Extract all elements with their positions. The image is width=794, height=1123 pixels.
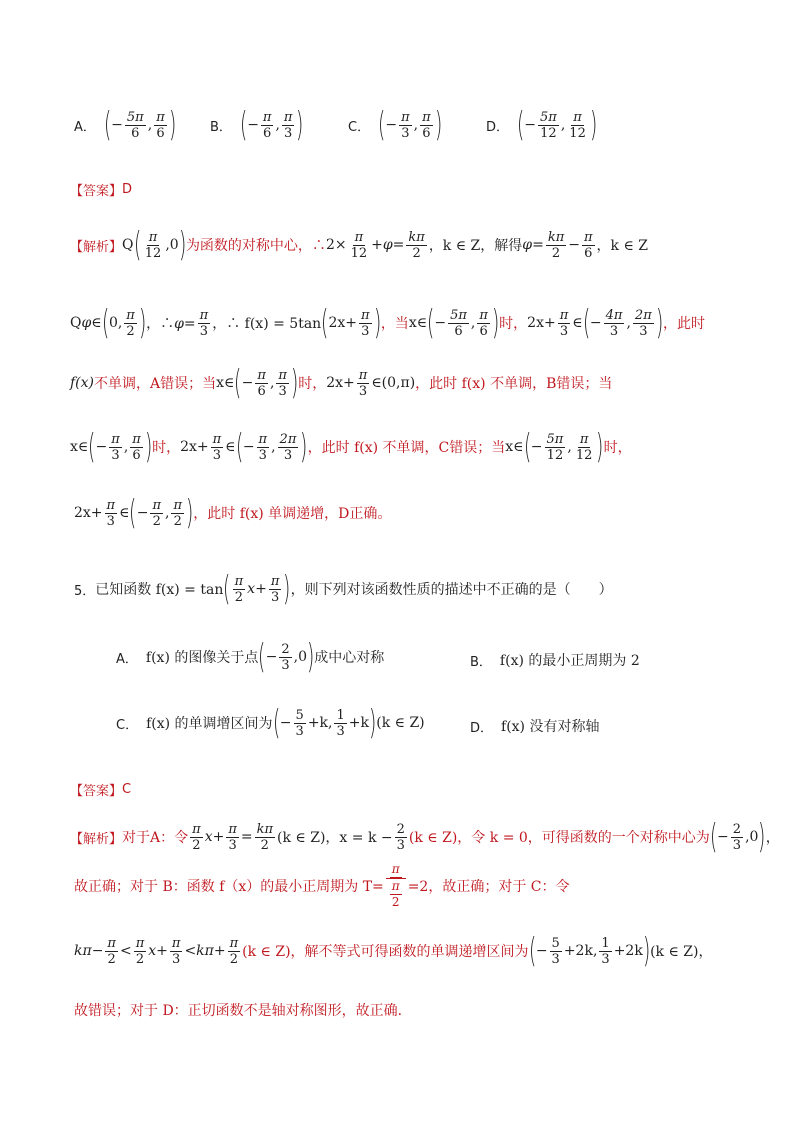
frac-den: 3 xyxy=(401,125,410,141)
option-c-label: C． xyxy=(348,119,371,135)
analysis-text: ，此时 f(x) 不单调，C错误；当 xyxy=(307,440,506,456)
analysis-text: (k ∈ Z)，x = k − xyxy=(277,830,393,846)
analysis-2-line-4 xyxy=(74,1000,412,1020)
answer-tag: 【答案】 xyxy=(70,184,123,199)
analysis-text: 为函数的对称中心，∴ xyxy=(185,238,326,254)
analysis-2-line-1: 【解析】 对于A：令 $\frac{\pi}{2}$ x+ $\frac{\pi}{3}$ = $\frac{k\pi}{2}$ (k ∈ Z)，x = k − $\frac{2}{3}$ (k ∈ Z)，令 k = 0，可得函数的一个对称中心为 ( − $\frac{2}{3}$ ,0 ) ， xyxy=(70,817,780,857)
analysis-text: 时， xyxy=(152,440,181,456)
option-c: C． ( − $\frac{\pi}{3}$ , $\frac{\pi}{6}$ ) xyxy=(348,105,442,145)
question-text: ，则下列对该函数性质的描述中不正确的是（ ） xyxy=(290,582,613,598)
analysis-1-line-1: 【解析】 Q ( $\frac{\pi}{12}$ ,0 ) 为函数的对称中心，∴ 2× $\frac{\pi}{12}$ +φ= $\frac{k\pi}{2}$ ，k ∈ Z，解得 φ= $\frac{k\pi}{2}$ − $\frac{\pi}{6}$ ，k ∈ Z xyxy=(70,225,649,265)
option-d: D． ( − $\frac{5\pi}{12}$ , $\frac{\pi}{12}$ ) xyxy=(486,105,598,145)
analysis-2-line-2: 故正确；对于 B：函数 f（x）的最小正周期为 T= $\frac{\pi}{\frac{\pi}{2}}$ =2，故正确；对于 C：令 xyxy=(74,862,570,909)
answer-2 xyxy=(70,780,131,799)
option-a-label: A． xyxy=(74,119,96,135)
q5-option-d xyxy=(470,716,599,736)
analysis-text: ， xyxy=(765,830,780,846)
analysis-text: 故正确；对于 B：函数 f（x）的最小正周期为 T= xyxy=(74,879,384,895)
frac-num: 5π xyxy=(126,109,144,125)
analysis-text: (k ∈ Z)，令 k = 0，可得函数的一个对称中心为 xyxy=(408,830,710,846)
analysis-text: =2，故正确；对于 C：令 xyxy=(407,879,570,895)
option-label: B． xyxy=(470,654,492,670)
analysis-text: ，此时 f(x) 不单调，B错误；当 xyxy=(415,376,613,392)
question-number: 5． xyxy=(74,583,96,599)
option-b-label: B． xyxy=(210,119,232,135)
frac-num: π xyxy=(262,109,272,125)
analysis-1-line-5: 2x+ $\frac{\pi}{3}$ ∈ ( − $\frac{\pi}{2}$ , $\frac{\pi}{2}$ ) ，此时 f(x) 单调递增，D正确。 xyxy=(74,493,392,533)
frac-num: 5π xyxy=(540,109,557,125)
analysis-1-line-2: Qφ∈ ( 0, $\frac{\pi}{2}$ ) ，∴φ= $\frac{\pi}{3}$ ，∴ f(x) = 5tan ( 2x+ $\frac{\pi}{3}$ ) ，当 x∈ ( − $\frac{5\pi}{6}$ , $\frac{\pi}{6}$ ) 时， 2x+ $\frac{\pi}{3}$ ∈ ( − $\frac{4\pi}{3}$ , $\frac{2\pi}{3}$ ) ，此时 xyxy=(70,303,706,343)
analysis-tag: 【解析】 xyxy=(70,239,123,255)
frac-num: π xyxy=(573,109,582,125)
analysis-text: ，此时 xyxy=(663,316,706,332)
analysis-text: 时， xyxy=(603,440,632,456)
option-d-label: D． xyxy=(486,119,510,135)
q5-option-a: A． f(x) 的图像关于点 ( − $\frac{2}{3}$ ,0 ) 成中心对称 xyxy=(116,637,385,677)
analysis-1-line-4: x∈ ( − $\frac{\pi}{3}$ , $\frac{\pi}{6}$ ) 时， 2x+ $\frac{\pi}{3}$ ∈ ( − $\frac{\pi}{3}$ , $\frac{2\pi}{3}$ ) ，此时 f(x) 不单调，C错误；当 x∈ ( − $\frac{5\pi}{12}$ , $\frac{\pi}{12}$ ) 时， xyxy=(70,427,632,467)
option-text: f(x) 的图像关于点 xyxy=(145,650,259,666)
frac-den: 12 xyxy=(569,125,586,141)
analysis-1-line-3: f(x) 不单调，A错误；当 x∈ ( − $\frac{\pi}{6}$ , $\frac{\pi}{3}$ ) 时， 2x+ $\frac{\pi}{3}$ ∈(0,π) ，此时 f(x) 不单调，B错误；当 xyxy=(70,363,613,403)
frac-den: 6 xyxy=(422,125,431,141)
analysis-text: ，k ∈ Z xyxy=(596,238,649,254)
analysis-text: 故错误；对于 D：正切函数不是轴对称图形，故正确． xyxy=(74,1003,412,1019)
analysis-text: ，k ∈ Z，解得 xyxy=(428,238,523,254)
frac-den: 12 xyxy=(540,125,557,141)
frac-den: 6 xyxy=(263,125,272,141)
frac-num: π xyxy=(156,109,165,125)
q5-option-c: C． f(x) 的单调增区间为 ( − $\frac{5}{3}$ +k, $\frac{1}{3}$ +k ) (k ∈ Z) xyxy=(116,703,425,743)
analysis-2-line-3: kπ − $\frac{\pi}{2}$ < $\frac{\pi}{2}$ x+ $\frac{\pi}{3}$ <kπ+ $\frac{\pi}{2}$ (k ∈ Z)，解不等式可得函数的单调递增区间为 ( − $\frac{5}{3}$ +2k, $\frac{1}{3}$ +2k ) (k ∈ Z)， xyxy=(74,931,713,971)
analysis-text: 时， xyxy=(298,376,327,392)
question-text: 已知函数 f(x) = tan xyxy=(95,582,224,598)
analysis-text: (k ∈ Z)，解不等式可得函数的单调递增区间为 xyxy=(242,944,529,960)
analysis-text: 对于A：令 xyxy=(122,830,189,846)
option-text: f(x) 没有对称轴 xyxy=(501,719,600,735)
option-text: 成中心对称 xyxy=(314,650,385,666)
answer-value: C xyxy=(122,782,132,797)
analysis-text: 时， xyxy=(499,316,528,332)
q5-option-b xyxy=(470,650,640,670)
frac-den: 3 xyxy=(284,125,293,141)
analysis-text: ，当 xyxy=(380,316,409,332)
answer-1 xyxy=(70,180,132,199)
option-text: f(x) 的单调增区间为 xyxy=(146,716,273,732)
option-text: (k ∈ Z) xyxy=(376,715,425,731)
answer-tag: 【答案】 xyxy=(70,784,123,799)
question-5-stem: 5． 已知函数 f(x) = tan ( $\frac{\pi}{2}$ x+ $\frac{\pi}{3}$ ) ，则下列对该函数性质的描述中不正确的是（ ） xyxy=(74,569,613,609)
frac-num: π xyxy=(283,109,293,125)
option-b: B． ( − $\frac{\pi}{6}$ , $\frac{\pi}{3}$ ) xyxy=(210,105,304,145)
option-label: C． xyxy=(116,717,139,733)
frac-num: π xyxy=(422,109,431,125)
analysis-text: ，此时 f(x) 单调递增，D正确。 xyxy=(193,506,392,522)
analysis-text: 不单调，A错误；当 xyxy=(94,376,217,392)
option-a: A． ( − $\frac{5\pi}{6}$ , $\frac{\pi}{6}$ ) xyxy=(74,105,177,145)
option-text: f(x) 的最小正周期为 2 xyxy=(499,653,640,669)
option-label: D． xyxy=(470,720,494,736)
answer-value: D xyxy=(122,182,133,197)
option-label: A． xyxy=(116,651,138,667)
frac-den: 6 xyxy=(131,125,140,141)
frac-den: 6 xyxy=(156,125,165,141)
frac-num: π xyxy=(401,109,410,125)
analysis-text: ，∴ f(x) = 5tan xyxy=(212,316,322,332)
analysis-text: (k ∈ Z)， xyxy=(650,944,713,960)
analysis-tag: 【解析】 xyxy=(70,831,123,847)
